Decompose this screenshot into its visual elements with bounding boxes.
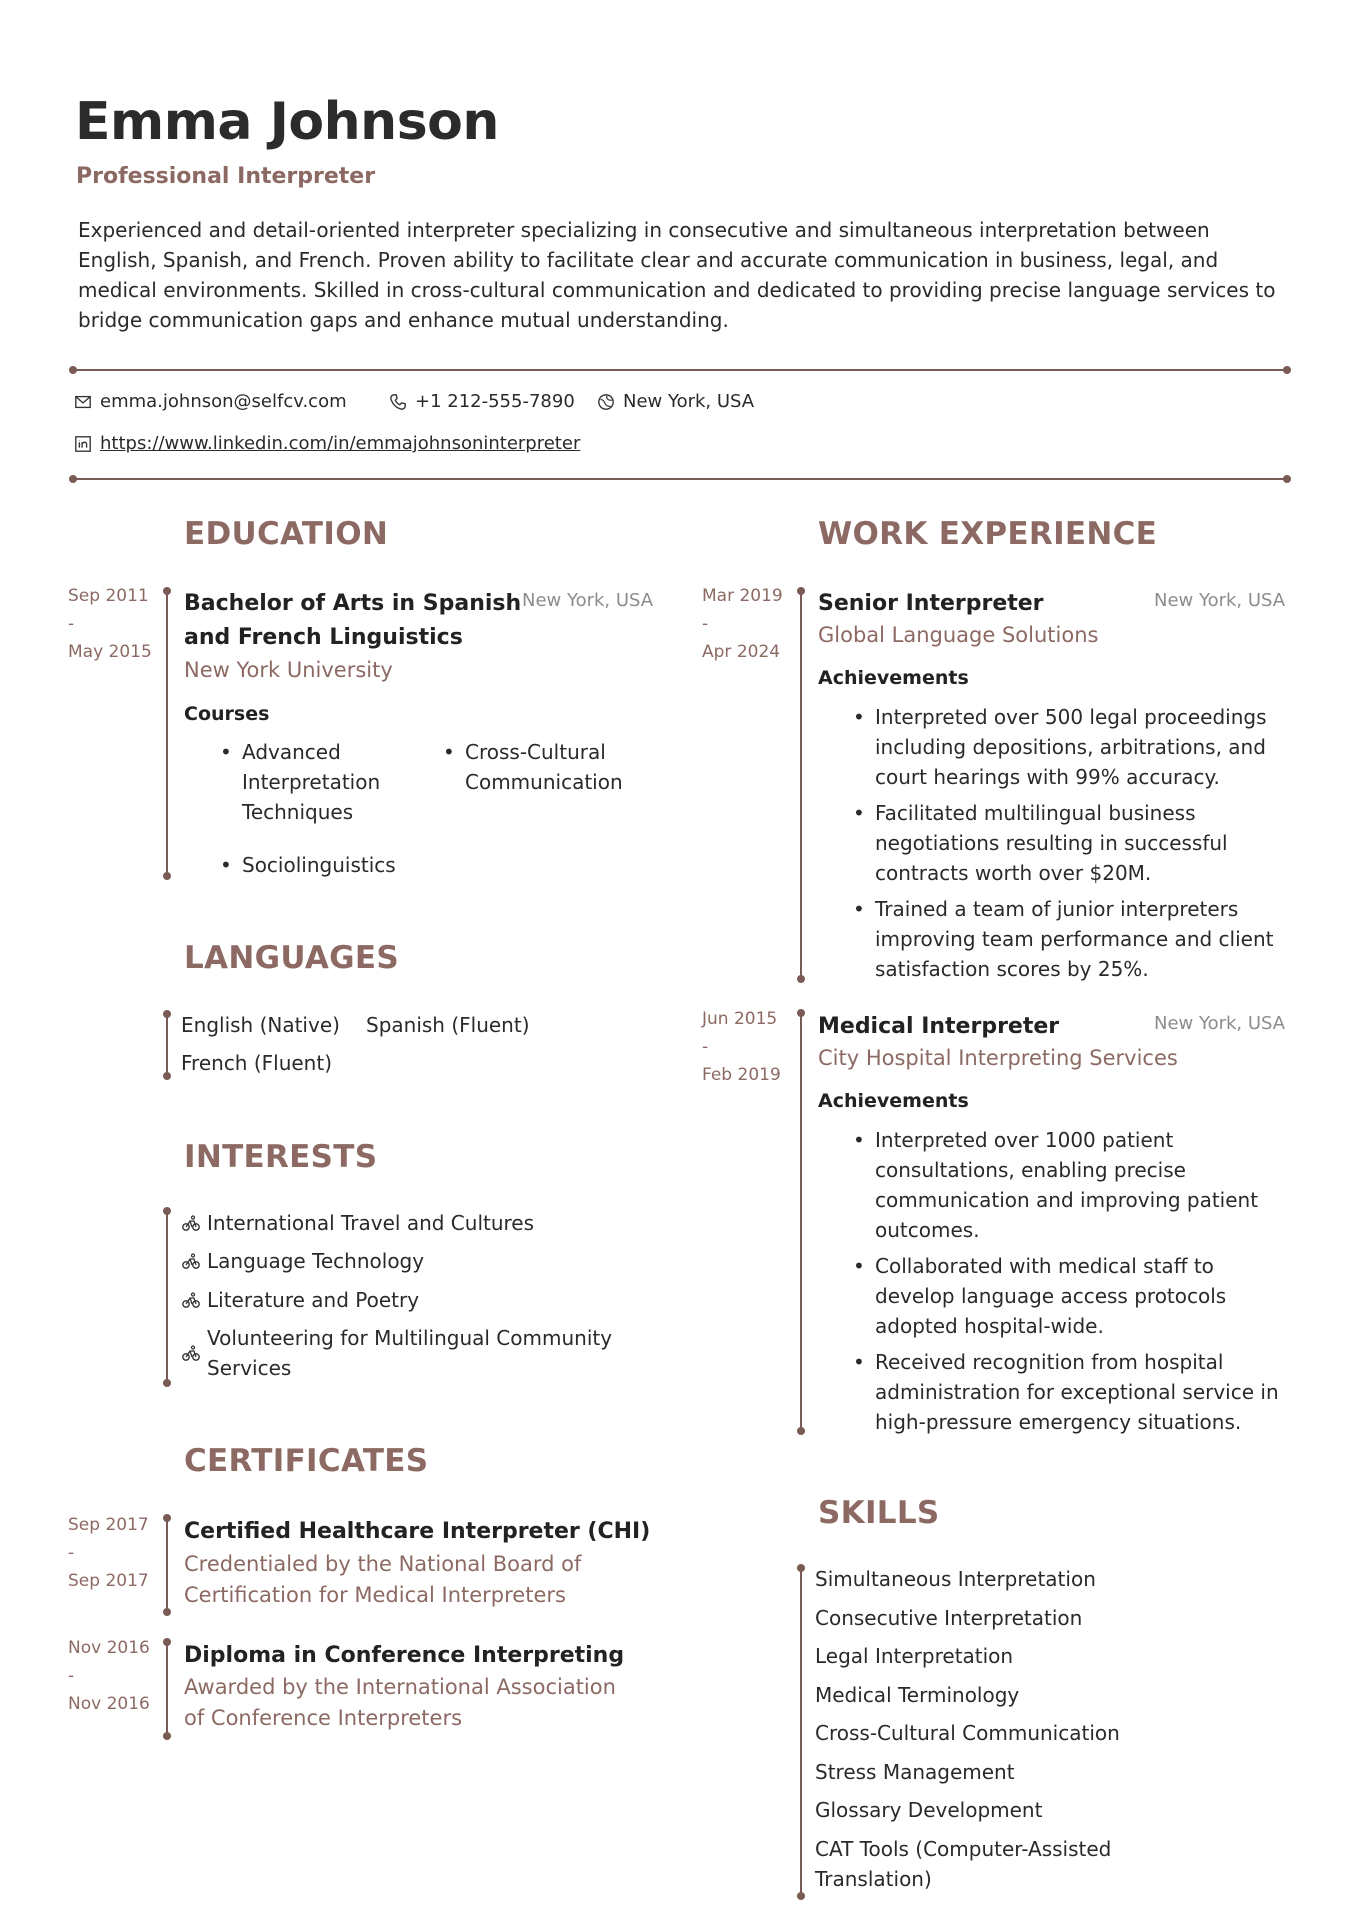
certificate-issuer: Credentialed by the National Board of Certification for Medical Interpreters xyxy=(184,1552,582,1607)
skill-item: Glossary Development xyxy=(815,1798,1043,1822)
work-position: Senior Interpreter xyxy=(818,591,1044,616)
skill-item: Consecutive Interpretation xyxy=(815,1606,1083,1630)
work-heading: WORK EXPERIENCE xyxy=(818,516,1158,552)
skill-item: CAT Tools (Computer-Assisted Translation) xyxy=(815,1837,1112,1891)
certificate-date: Nov 2016 - Nov 2016 xyxy=(68,1638,150,1714)
achievements-list xyxy=(849,702,1289,990)
resume-role: Professional Interpreter xyxy=(76,164,376,189)
bike-icon xyxy=(181,1213,201,1233)
certificate-name: Certified Healthcare Interpreter (CHI) xyxy=(184,1519,651,1544)
skill-item: Legal Interpretation xyxy=(815,1644,1014,1668)
languages-timeline xyxy=(166,1013,168,1077)
interest-item: Literature and Poetry xyxy=(181,1285,419,1315)
achievement-item: • Interpreted over 500 legal proceedings including depositions, arbitrations, and court hearings with 99% accuracy. xyxy=(849,702,1289,792)
skills-heading: SKILLS xyxy=(818,1495,940,1531)
achievement-item: • Trained a team of junior interpreters improving team performance and client satisfaction scores by 25%. xyxy=(849,894,1289,984)
bike-icon xyxy=(181,1343,201,1363)
languages-heading: LANGUAGES xyxy=(184,940,399,976)
skill-item: Stress Management xyxy=(815,1760,1015,1784)
linkedin-icon xyxy=(74,435,92,453)
courses-list-row2 xyxy=(216,850,436,886)
divider-bottom xyxy=(71,478,1289,480)
work-timeline xyxy=(800,1012,802,1432)
achievements-list xyxy=(849,1125,1289,1443)
achievements-label: Achievements xyxy=(818,1090,969,1112)
divider-top xyxy=(71,369,1289,371)
contact-location: New York, USA xyxy=(597,391,754,412)
work-company: Global Language Solutions xyxy=(818,623,1099,647)
certificate-issuer: Awarded by the International Association of Conference Interpreters xyxy=(184,1675,616,1730)
course-item: • Sociolinguistics xyxy=(216,850,436,880)
skill-item: Simultaneous Interpretation xyxy=(815,1567,1096,1591)
work-date: Mar 2019 - Apr 2024 xyxy=(702,586,783,662)
achievement-item: • Facilitated multilingual business negotiations resulting in successful contracts worth over $20M. xyxy=(849,798,1289,888)
education-heading: EDUCATION xyxy=(184,516,389,552)
interest-item: International Travel and Cultures xyxy=(181,1208,534,1238)
achievement-item: • Received recognition from hospital administration for exceptional service in high-pressure emergency situations. xyxy=(849,1347,1289,1437)
courses-list xyxy=(216,737,406,833)
certificate-name: Diploma in Conference Interpreting xyxy=(184,1643,625,1668)
work-location: New York, USA xyxy=(1154,590,1286,611)
interests-timeline xyxy=(166,1210,168,1384)
education-degree: Bachelor of Arts in Spanish and French Linguistics xyxy=(184,591,522,650)
courses-list-col2 xyxy=(439,737,659,803)
phone-icon xyxy=(389,393,407,411)
work-timeline xyxy=(800,590,802,980)
education-school: New York University xyxy=(184,658,393,682)
contact-linkedin[interactable]: https://www.linkedin.com/in/emmajohnsoninterpreter xyxy=(74,433,580,454)
language-item: Spanish (Fluent) xyxy=(366,1013,530,1037)
skill-item: Cross-Cultural Communication xyxy=(815,1721,1120,1745)
work-company: City Hospital Interpreting Services xyxy=(818,1046,1178,1070)
contact-phone[interactable]: +1 212-555-7890 xyxy=(389,391,575,412)
work-date: Jun 2015 - Feb 2019 xyxy=(702,1009,781,1085)
language-item: French (Fluent) xyxy=(181,1051,333,1075)
interest-item: Language Technology xyxy=(181,1246,424,1276)
education-timeline xyxy=(166,590,168,877)
interests-heading: INTERESTS xyxy=(184,1139,378,1175)
work-position: Medical Interpreter xyxy=(818,1014,1060,1039)
certificates-heading: CERTIFICATES xyxy=(184,1443,429,1479)
certificate-date: Sep 2017 - Sep 2017 xyxy=(68,1515,149,1591)
certificate-timeline xyxy=(166,1517,168,1613)
course-item: • Advanced Interpretation Techniques xyxy=(216,737,406,827)
interest-item: Volunteering for Multilingual Community Services xyxy=(181,1323,641,1383)
bike-icon xyxy=(181,1251,201,1271)
skill-item: Medical Terminology xyxy=(815,1683,1020,1707)
mail-icon xyxy=(74,393,92,411)
education-date: Sep 2011 - May 2015 xyxy=(68,586,152,662)
education-location: New York, USA xyxy=(522,590,654,611)
certificate-timeline xyxy=(166,1641,168,1737)
resume-name: Emma Johnson xyxy=(75,92,499,152)
contact-email[interactable]: emma.johnson@selfcv.com xyxy=(74,391,347,412)
bike-icon xyxy=(181,1290,201,1310)
courses-label: Courses xyxy=(184,703,270,725)
work-location: New York, USA xyxy=(1154,1013,1286,1034)
resume-summary: Experienced and detail-oriented interpreter specializing in consecutive and simultaneous interpretation between English, Spanish, and French. Proven ability to facilitate clear and accurate communication in business, legal, and medical environments. Skilled in cross-cultural communication and dedicated to providing precise language services to bridge communication gaps and enhance mutual understanding. xyxy=(78,218,1276,332)
language-item: English (Native) xyxy=(181,1013,340,1037)
course-item: • Cross-Cultural Communication xyxy=(439,737,659,797)
achievement-item: • Interpreted over 1000 patient consultations, enabling precise communication and improving patient outcomes. xyxy=(849,1125,1289,1245)
achievement-item: • Collaborated with medical staff to develop language access protocols adopted hospital-wide. xyxy=(849,1251,1289,1341)
achievements-label: Achievements xyxy=(818,667,969,689)
globe-icon xyxy=(597,393,615,411)
skills-timeline xyxy=(800,1567,802,1897)
